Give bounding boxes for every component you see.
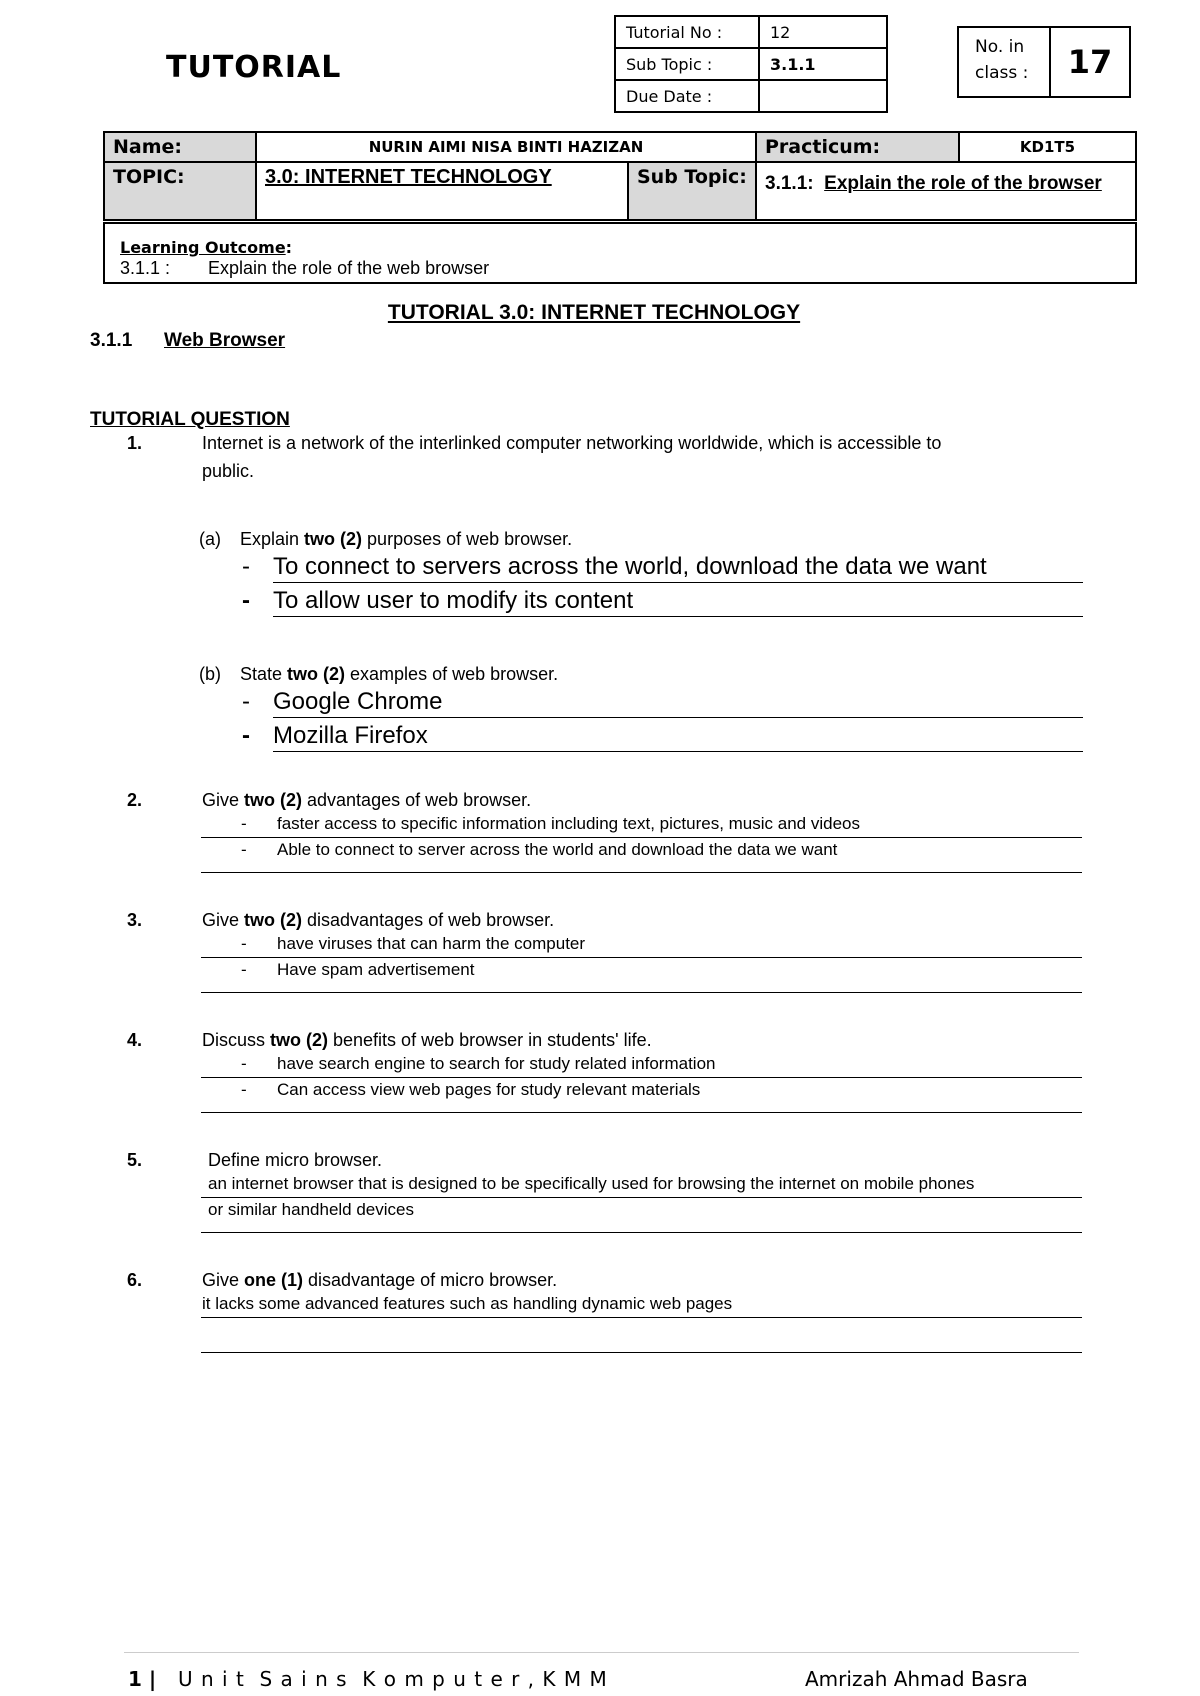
q4-bold: two (2) [270, 1030, 329, 1050]
q6-answer-line-1 [201, 1294, 1082, 1318]
q4-answer-1: have search engine to search for study related information [277, 1054, 716, 1073]
due-date-value [759, 80, 887, 112]
learning-outcome-description: Explain the role of the web browser [208, 258, 490, 278]
q1a-answer-1: To connect to servers across the world, download the data we want [273, 553, 1083, 583]
q5-answer-1: an internet browser that is designed to be specifically used for browsing the internet on mobile phones [208, 1174, 975, 1193]
page-title: TUTORIAL [166, 50, 342, 85]
q2-dash-1: - [241, 814, 247, 833]
footer-author: Amrizah Ahmad Basra [805, 1667, 1028, 1691]
q2-number: 2. [127, 790, 143, 810]
q2-answer-1: faster access to specific information including text, pictures, music and videos [277, 814, 860, 833]
q1b-bold: two (2) [287, 664, 346, 684]
q1a-bold: two (2) [304, 529, 363, 549]
q6-pre: Give [202, 1270, 245, 1290]
q5-question: Define micro browser. [208, 1150, 383, 1170]
q1a-label: (a) [199, 529, 221, 549]
footer-page-number: 1 | [128, 1667, 157, 1691]
q1a-dash-2: - [242, 587, 250, 614]
learning-outcome-label: Learning Outcome [120, 238, 286, 257]
q4-number: 4. [127, 1030, 143, 1050]
q6-bold: one (1) [244, 1270, 304, 1290]
q5-answer-line-2 [201, 1200, 1082, 1233]
q2-bold: two (2) [244, 790, 303, 810]
q1-number: 1. [127, 433, 143, 453]
q4-answer-line-1 [201, 1054, 1082, 1078]
learning-outcome-box [103, 222, 1137, 284]
q3-answer-line-2 [201, 960, 1082, 993]
q6-answer-1: it lacks some advanced features such as handling dynamic web pages [202, 1294, 733, 1313]
q4-dash-2: - [241, 1080, 247, 1099]
sub-topic-value: 3.1.1 [759, 48, 887, 80]
q2-dash-2: - [241, 840, 247, 859]
q4-post: benefits of web browser in students' life. [328, 1030, 652, 1050]
class-number-value: 17 [1067, 43, 1113, 81]
q4-answer-2: Can access view web pages for study relevant materials [277, 1080, 701, 1099]
q1b-pre: State [240, 664, 288, 684]
q6-number: 6. [127, 1270, 143, 1290]
q5-answer-2: or similar handheld devices [208, 1200, 414, 1219]
section-title: Web Browser [164, 330, 286, 351]
q6-answer-line-2 [201, 1320, 1082, 1353]
sub-topic-label: Sub Topic : [615, 48, 759, 80]
main-heading: TUTORIAL 3.0: INTERNET TECHNOLOGY [387, 301, 801, 324]
q1a-answer-2: To allow user to modify its content [273, 587, 1083, 617]
q3-dash-2: - [241, 960, 247, 979]
topic-value [256, 162, 628, 220]
tutorial-meta-table [614, 15, 888, 113]
q2-pre: Give [202, 790, 245, 810]
practicum-value: KD1T5 [959, 132, 1136, 162]
q2-post: advantages of web browser. [302, 790, 532, 810]
q1b-answer-1: Google Chrome [273, 688, 1083, 718]
q1b-answer-2: Mozilla Firefox [273, 722, 1083, 752]
footer-unit: U n i t S a i n s K o m p u t e r , K M M [178, 1667, 608, 1691]
q5-number: 5. [127, 1150, 143, 1170]
subtopic-value [756, 162, 1136, 220]
subtopic-number: 3.1.1: [765, 173, 814, 194]
q5-answer-line-1 [201, 1174, 1082, 1198]
q1-text-line2: public. [202, 461, 255, 481]
q1-text-line1: Internet is a network of the interlinked computer networking worldwide, which is accessible to [202, 433, 942, 453]
q1a-pre: Explain [240, 529, 305, 549]
tutorial-no-value: 12 [759, 16, 887, 48]
q3-number: 3. [127, 910, 143, 930]
q3-dash-1: - [241, 934, 247, 953]
student-info-table [103, 131, 1137, 221]
class-number-label [959, 28, 1051, 96]
practicum-label: Practicum: [756, 132, 959, 162]
q3-post: disadvantages of web browser. [302, 910, 555, 930]
section-number: 3.1.1 [90, 330, 133, 351]
q3-question [202, 910, 554, 931]
q3-bold: two (2) [244, 910, 303, 930]
q1a-post: purposes of web browser. [362, 529, 573, 549]
learning-outcome-text [120, 258, 490, 279]
q3-pre: Give [202, 910, 245, 930]
q4-pre: Discuss [202, 1030, 271, 1050]
q3-answer-1: have viruses that can harm the computer [277, 934, 586, 953]
q1b-question [240, 664, 558, 685]
class-number-label-line1: No. in [975, 37, 1025, 57]
student-name: NURIN AIMI NISA BINTI HAZIZAN [256, 132, 756, 162]
footer-divider [124, 1652, 1079, 1653]
q2-question [202, 790, 531, 811]
class-number-box [957, 26, 1131, 98]
topic-text: 3.0: INTERNET TECHNOLOGY [265, 166, 552, 188]
subtopic-text: Explain the role of the browser [824, 173, 1102, 194]
learning-outcome-heading [120, 238, 292, 257]
due-date-label: Due Date : [615, 80, 759, 112]
q1b-label: (b) [199, 664, 221, 684]
q2-answer-2: Able to connect to server across the world and download the data we want [277, 840, 838, 859]
q2-answer-line-1 [201, 814, 1082, 838]
class-number-label-line2: class : [975, 63, 1029, 83]
q3-answer-line-1 [201, 934, 1082, 958]
q3-answer-2: Have spam advertisement [277, 960, 475, 979]
subtopic-label: Sub Topic: [628, 162, 756, 220]
questions-heading: TUTORIAL QUESTION [90, 409, 290, 430]
q4-answer-line-2 [201, 1080, 1082, 1113]
q1b-post: examples of web browser. [345, 664, 559, 684]
topic-label: TOPIC: [104, 162, 256, 220]
q1a-dash-1: - [242, 553, 250, 580]
tutorial-no-label: Tutorial No : [615, 16, 759, 48]
q1a-question [240, 529, 572, 550]
name-label: Name: [104, 132, 256, 162]
q1b-dash-1: - [242, 688, 250, 715]
q4-question [202, 1030, 652, 1051]
q2-answer-line-2 [201, 840, 1082, 873]
q6-post: disadvantage of micro browser. [303, 1270, 558, 1290]
q4-dash-1: - [241, 1054, 247, 1073]
learning-outcome-colon: : [285, 238, 293, 257]
q6-question [202, 1270, 557, 1291]
learning-outcome-number: 3.1.1 : [120, 258, 171, 278]
q1b-dash-2: - [242, 722, 250, 749]
